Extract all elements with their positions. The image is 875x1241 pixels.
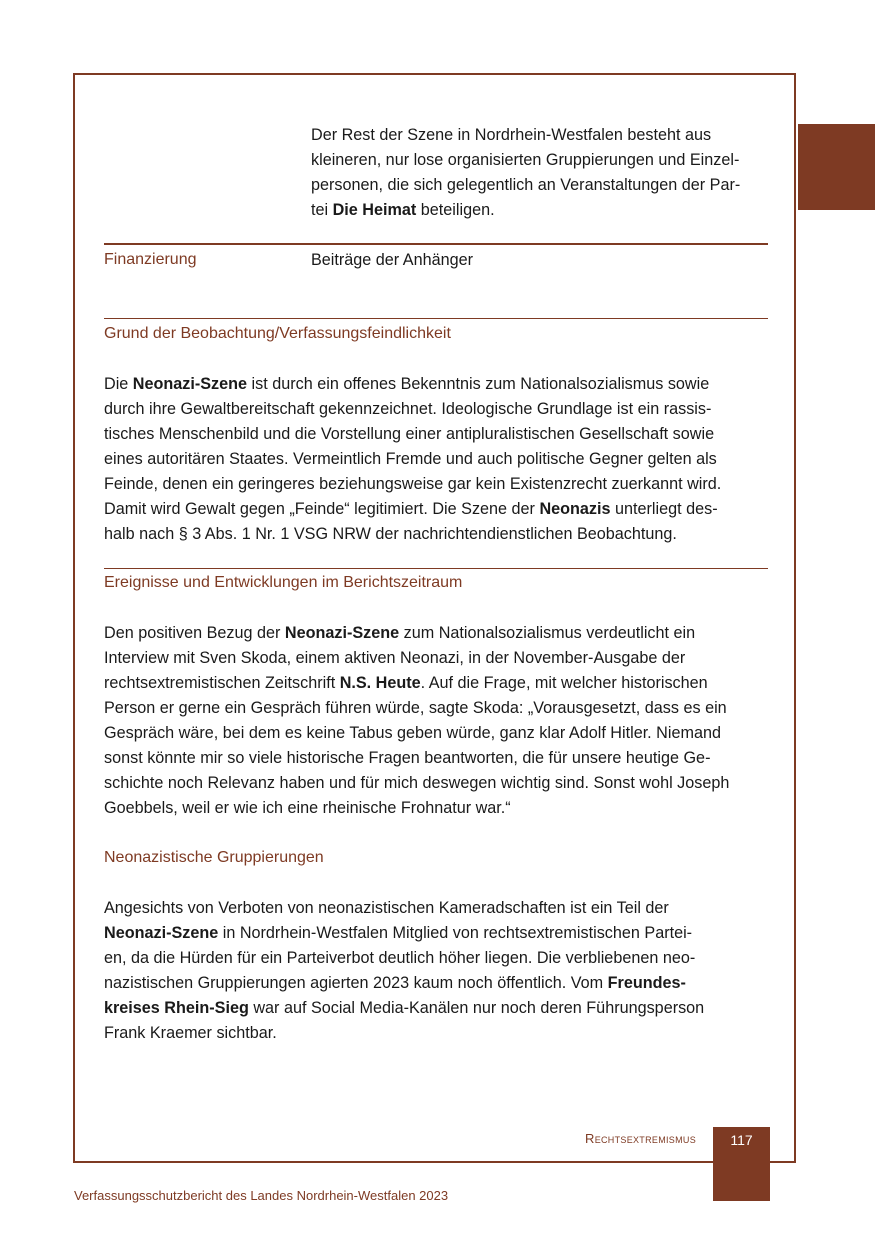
text-line [311,148,740,173]
text-run: war auf Social Media-Kanälen nur noch deren Führungsperson [248,999,705,1017]
text-run: kleineren, nur lose organisierten Gruppierungen und Einzel- [311,151,740,169]
text-line [104,422,721,447]
text-run: schichte noch Relevanz haben und für mich deswegen wichtig sind. Sonst wohl Joseph [104,774,730,792]
text-line [104,696,729,721]
text-line [104,971,704,996]
text-run: sonst könnte mir so viele historische Fragen beantworten, die für unsere heutige Ge- [104,749,711,767]
text-run: Frank Kraemer sichtbar. [104,1024,277,1042]
text-line [104,796,729,821]
text-line [104,1021,704,1046]
text-line [311,123,740,148]
table-rule [104,243,768,245]
text-run: Goebbels, weil er wie ich eine rheinische Frohnatur war.“ [104,799,511,817]
section-rule [104,318,768,319]
text-run: unterliegt des- [610,500,718,518]
text-run: beteiligen. [416,201,495,219]
grund-heading: Grund der Beobachtung/Verfassungsfeindlichkeit [104,325,451,342]
page-number: 117 [730,1132,753,1148]
emphasis-term: N.S. Heute [339,674,421,692]
emphasis-term: Neonazi-Szene [284,624,400,642]
text-line [104,671,729,696]
text-line [104,946,704,971]
text-run: nazistischen Gruppierungen agierten 2023 kaum noch öffentlich. Vom [104,974,608,992]
text-line [104,397,721,422]
text-line [104,646,729,671]
finanzierung-value: Beiträge der Anhänger [311,251,473,269]
text-line [104,896,704,921]
grund-paragraph [104,372,721,547]
text-line [104,497,721,522]
emphasis-term: Neonazis [539,500,611,518]
gruppierungen-paragraph [104,896,704,1046]
text-run: durch ihre Gewaltbereitschaft gekennzeichnet. Ideologische Grundlage ist ein rassis- [104,400,712,418]
finanzierung-label: Finanzierung [104,251,197,268]
text-run: zum Nationalsozialismus verdeutlicht ein [399,624,696,642]
page-number-box [713,1127,770,1201]
text-run: Der Rest der Szene in Nordrhein-Westfalen besteht aus [311,126,712,144]
text-line [104,447,721,472]
text-run: halb nach § 3 Abs. 1 Nr. 1 VSG NRW der nachrichtendienstlichen Beobachtung. [104,525,677,543]
emphasis-term: Freundes- [607,974,686,992]
emphasis-term: Die Heimat [332,201,417,219]
intro-paragraph [311,123,740,223]
section-rule [104,568,768,569]
text-line [104,621,729,646]
text-run: tei [311,201,333,219]
text-run: Gespräch wäre, bei dem es keine Tabus geben würde, ganz klar Adolf Hitler. Niemand [104,724,721,742]
text-line [104,522,721,547]
text-run: Feinde, denen ein geringeres beziehungsweise gar kein Existenzrecht zuerkannt wird. [104,475,722,493]
text-line [104,372,721,397]
text-run: Den positiven Bezug der [104,624,285,642]
text-run: Person er gerne ein Gespräch führen würde, sagte Skoda: „Vorausgesetzt, dass es ein [104,699,727,717]
text-run: ist durch ein offenes Bekenntnis zum Nationalsozialismus sowie [247,375,710,393]
text-run: rechtsextremistischen Zeitschrift [104,674,340,692]
text-run: Damit wird Gewalt gegen „Feinde“ legitimiert. Die Szene der [104,500,540,518]
text-line [104,996,704,1021]
text-line [311,198,740,223]
ereignisse-heading: Ereignisse und Entwicklungen im Berichtszeitraum [104,574,463,591]
emphasis-term: Neonazi-Szene [132,375,248,393]
emphasis-term: Neonazi-Szene [104,924,219,942]
text-run: eines autoritären Staates. Vermeintlich Fremde und auch politische Gegner gelten als [104,450,717,468]
text-run: en, da die Hürden für ein Parteiverbot deutlich höher liegen. Die verbliebenen neo- [104,949,696,967]
ereignisse-paragraph [104,621,729,821]
text-run: Die [104,375,133,393]
emphasis-term: kreises Rhein-Sieg [104,999,249,1017]
text-line [104,771,729,796]
gruppierungen-heading: Neonazistische Gruppierungen [104,849,324,866]
text-run: in Nordrhein-Westfalen Mitglied von rechtsextremistischen Partei- [218,924,693,942]
text-line [104,746,729,771]
text-run: Interview mit Sven Skoda, einem aktiven Neonazi, in der November-Ausgabe der [104,649,686,667]
text-line [104,472,721,497]
text-run: personen, die sich gelegentlich an Veranstaltungen der Par- [311,176,741,194]
text-line [311,173,740,198]
report-title: Verfassungsschutzbericht des Landes Nordrhein-Westfalen 2023 [74,1188,449,1203]
text-run: Angesichts von Verboten von neonazistischen Kameradschaften ist ein Teil der [104,899,669,917]
text-run: tisches Menschenbild und die Vorstellung einer antipluralistischen Gesellschaft sowie [104,425,715,443]
text-line [104,721,729,746]
chapter-side-tab [798,124,875,210]
text-line [104,921,704,946]
text-run: . Auf die Frage, mit welcher historischen [420,674,708,692]
footer-section-label: Rechtsextremismus [585,1131,696,1146]
